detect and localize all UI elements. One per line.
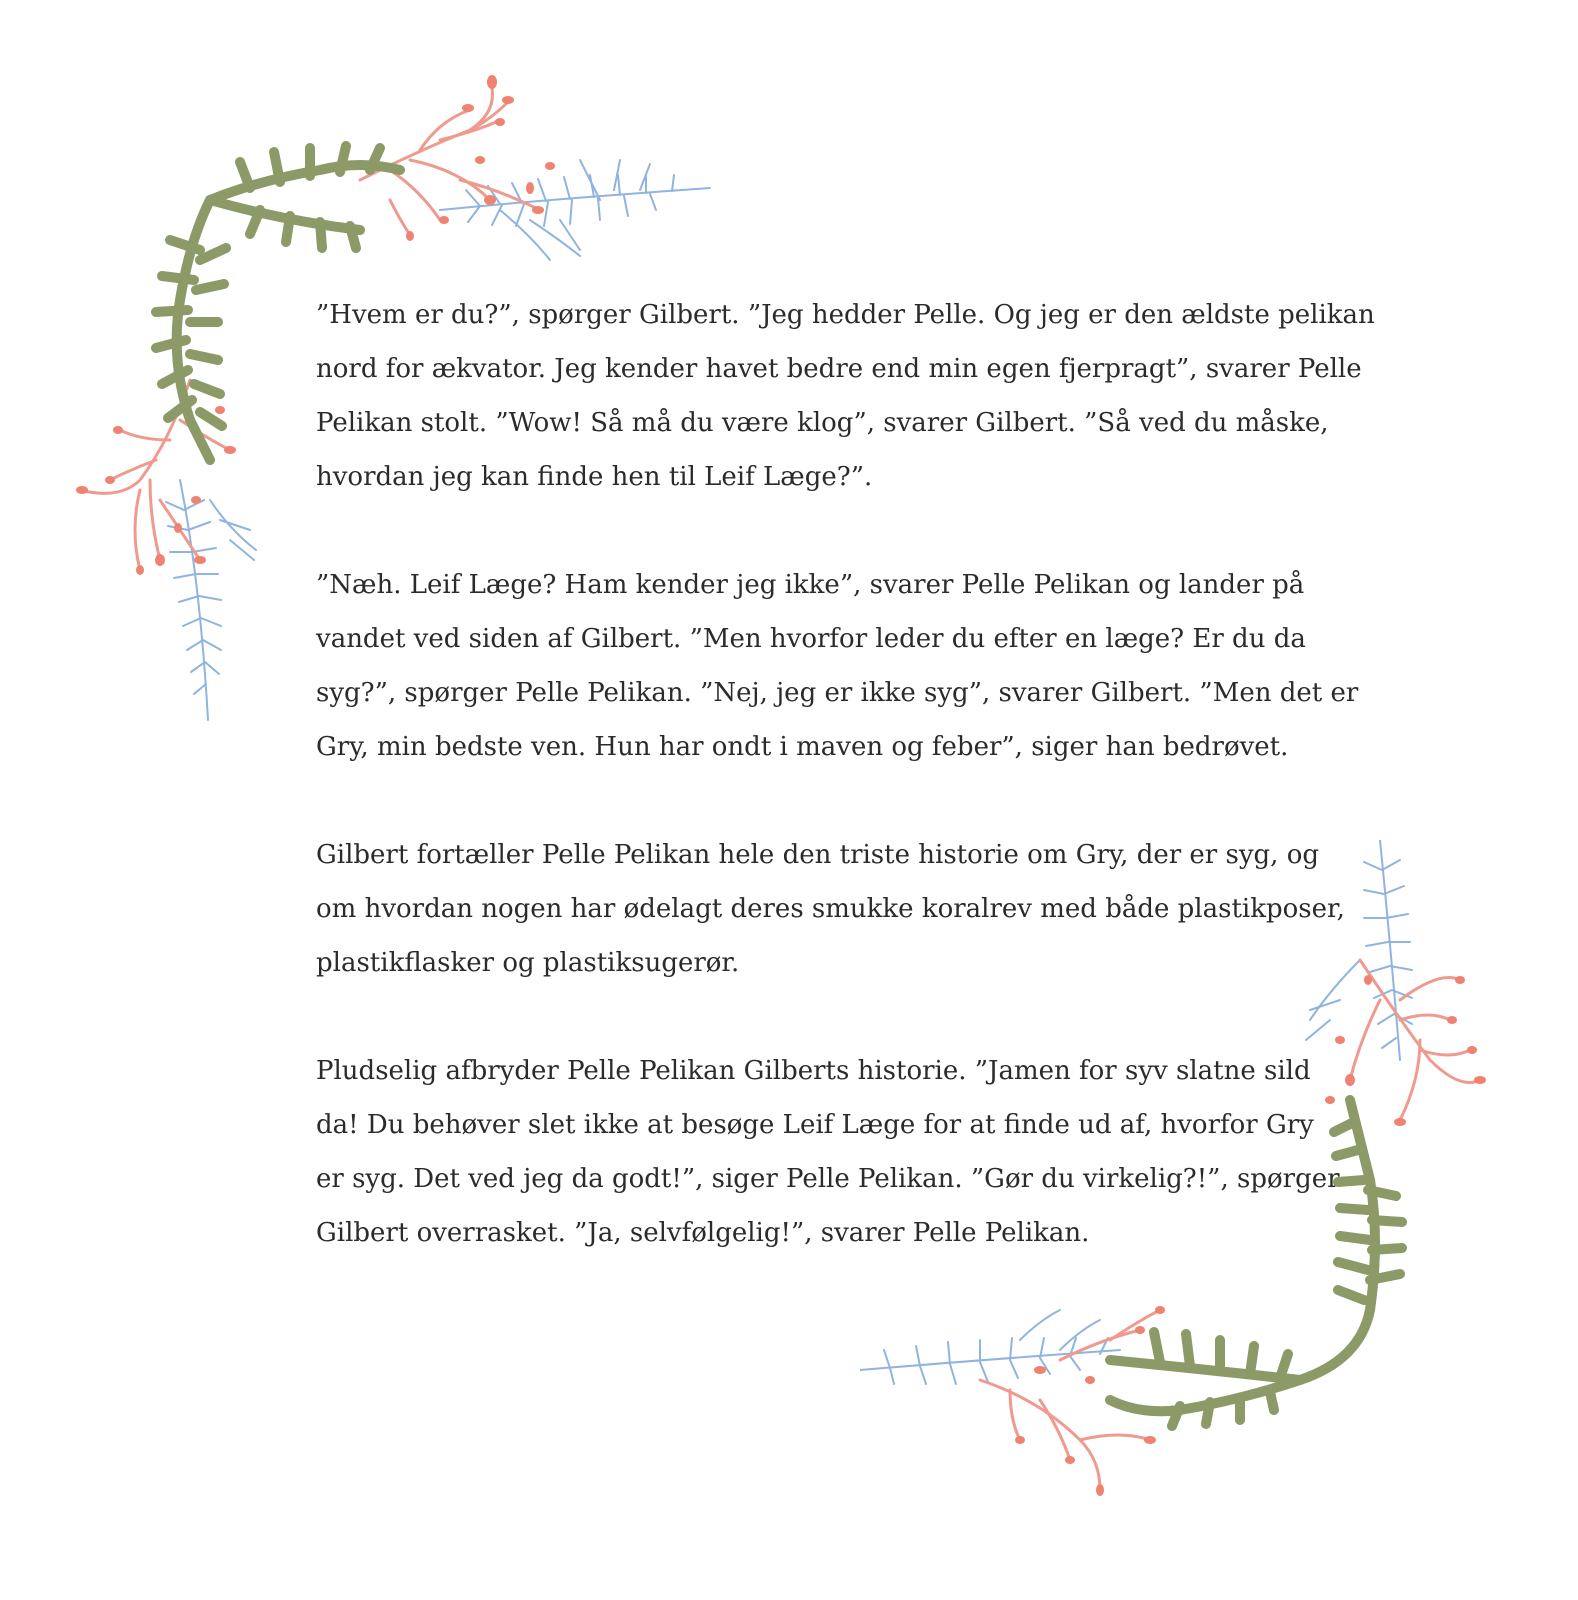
text-line: da! Du behøver slet ikke at besøge Leif Læge for at finde ud af, hvorfor Gry — [316, 1110, 1314, 1140]
story-text — [316, 288, 1375, 1260]
text-line: plastikflasker og plastiksugerør. — [316, 948, 740, 978]
paragraph — [316, 288, 1375, 504]
text-line: Pelikan stolt. ”Wow! Så må du være klog”, svarer Gilbert. ”Så ved du måske, — [316, 408, 1329, 438]
text-line: vandet ved siden af Gilbert. ”Men hvorfor leder du efter en læge? Er du da — [316, 624, 1306, 654]
paragraph — [316, 828, 1345, 990]
paragraph — [316, 558, 1359, 774]
text-line: ”Næh. Leif Læge? Ham kender jeg ikke”, svarer Pelle Pelikan og lander på — [316, 570, 1305, 600]
text-line: ”Hvem er du?”, spørger Gilbert. ”Jeg hedder Pelle. Og jeg er den ældste pelikan — [316, 300, 1375, 330]
paragraph — [316, 1044, 1340, 1260]
text-line: nord for ækvator. Jeg kender havet bedre end min egen fjerpragt”, svarer Pelle — [316, 354, 1362, 384]
text-line: Pludselig afbryder Pelle Pelikan Gilberts historie. ”Jamen for syv slatne sild — [316, 1056, 1311, 1086]
text-line: hvordan jeg kan finde hen til Leif Læge?”. — [316, 462, 873, 492]
text-line: Gry, min bedste ven. Hun har ondt i maven og feber”, siger han bedrøvet. — [316, 732, 1289, 762]
text-line: Gilbert overrasket. ”Ja, selvfølgelig!”, svarer Pelle Pelikan. — [316, 1218, 1090, 1248]
text-line: er syg. Det ved jeg da godt!”, siger Pelle Pelikan. ”Gør du virkelig?!”, spørger — [316, 1164, 1340, 1194]
text-line: om hvordan nogen har ødelagt deres smukke koralrev med både plastikposer, — [316, 894, 1345, 924]
text-line: syg?”, spørger Pelle Pelikan. ”Nej, jeg er ikke syg”, svarer Gilbert. ”Men det er — [316, 678, 1359, 708]
text-line: Gilbert fortæller Pelle Pelikan hele den triste historie om Gry, der er syg, og — [316, 840, 1319, 870]
